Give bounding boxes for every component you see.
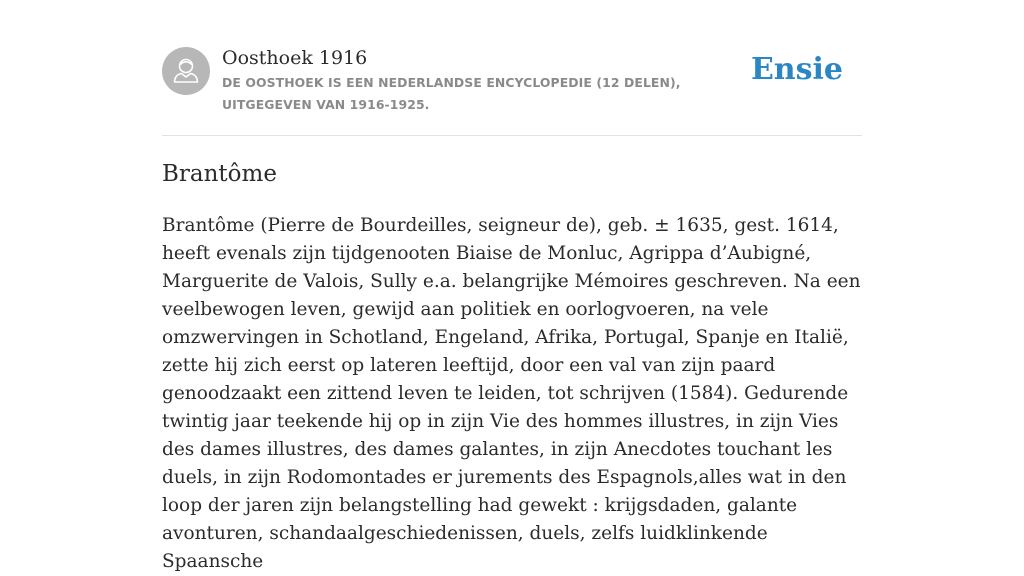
user-icon bbox=[162, 47, 210, 95]
article-title: Brantôme bbox=[162, 161, 277, 187]
article-body: Brantôme (Pierre de Bourdeilles, seigneur de), geb. ± 1635, gest. 1614, heeft evenals zijn tijdgenooten Biaise de Monluc, Agrippa d’Aubigné, Marguerite de Valois, Sully e.a. belangrijke Mémoires geschreven. Na een veelbewogen leven, gewijd aan politiek en oorlogvoeren, na vele omzwervingen in Schotland, Engeland, Afrika, Portugal, Spanje en Italië, zette hij zich eerst op lateren leeftijd, door een val van zijn paard genoodzaakt een zittend leven te leiden, tot schrijven (1584). Gedurende twintig jaar teekende hij op in zijn Vie des hommes illustres, in zijn Vies des dames illustres, des dames galantes, in zijn Anecdotes touchant les duels, in zijn Rodomontades er jurements des Espagnols,alles wat in den loop der jaren zijn belangstelling had gewekt : krijgsdaden, galante avonturen, schandaalgeschiedenissen, duels, zelfs luidklinkende Spaansche bbox=[162, 215, 861, 572]
header-divider bbox=[162, 135, 862, 136]
avatar[interactable] bbox=[162, 47, 210, 95]
brand-logo[interactable]: Ensie bbox=[750, 52, 843, 87]
source-title[interactable]: Oosthoek 1916 bbox=[222, 47, 368, 69]
source-description: DE OOSTHOEK IS EEN NEDERLANDSE ENCYCLOPEDIE (12 DELEN), UITGEGEVEN VAN 1916-1925. bbox=[222, 75, 681, 112]
